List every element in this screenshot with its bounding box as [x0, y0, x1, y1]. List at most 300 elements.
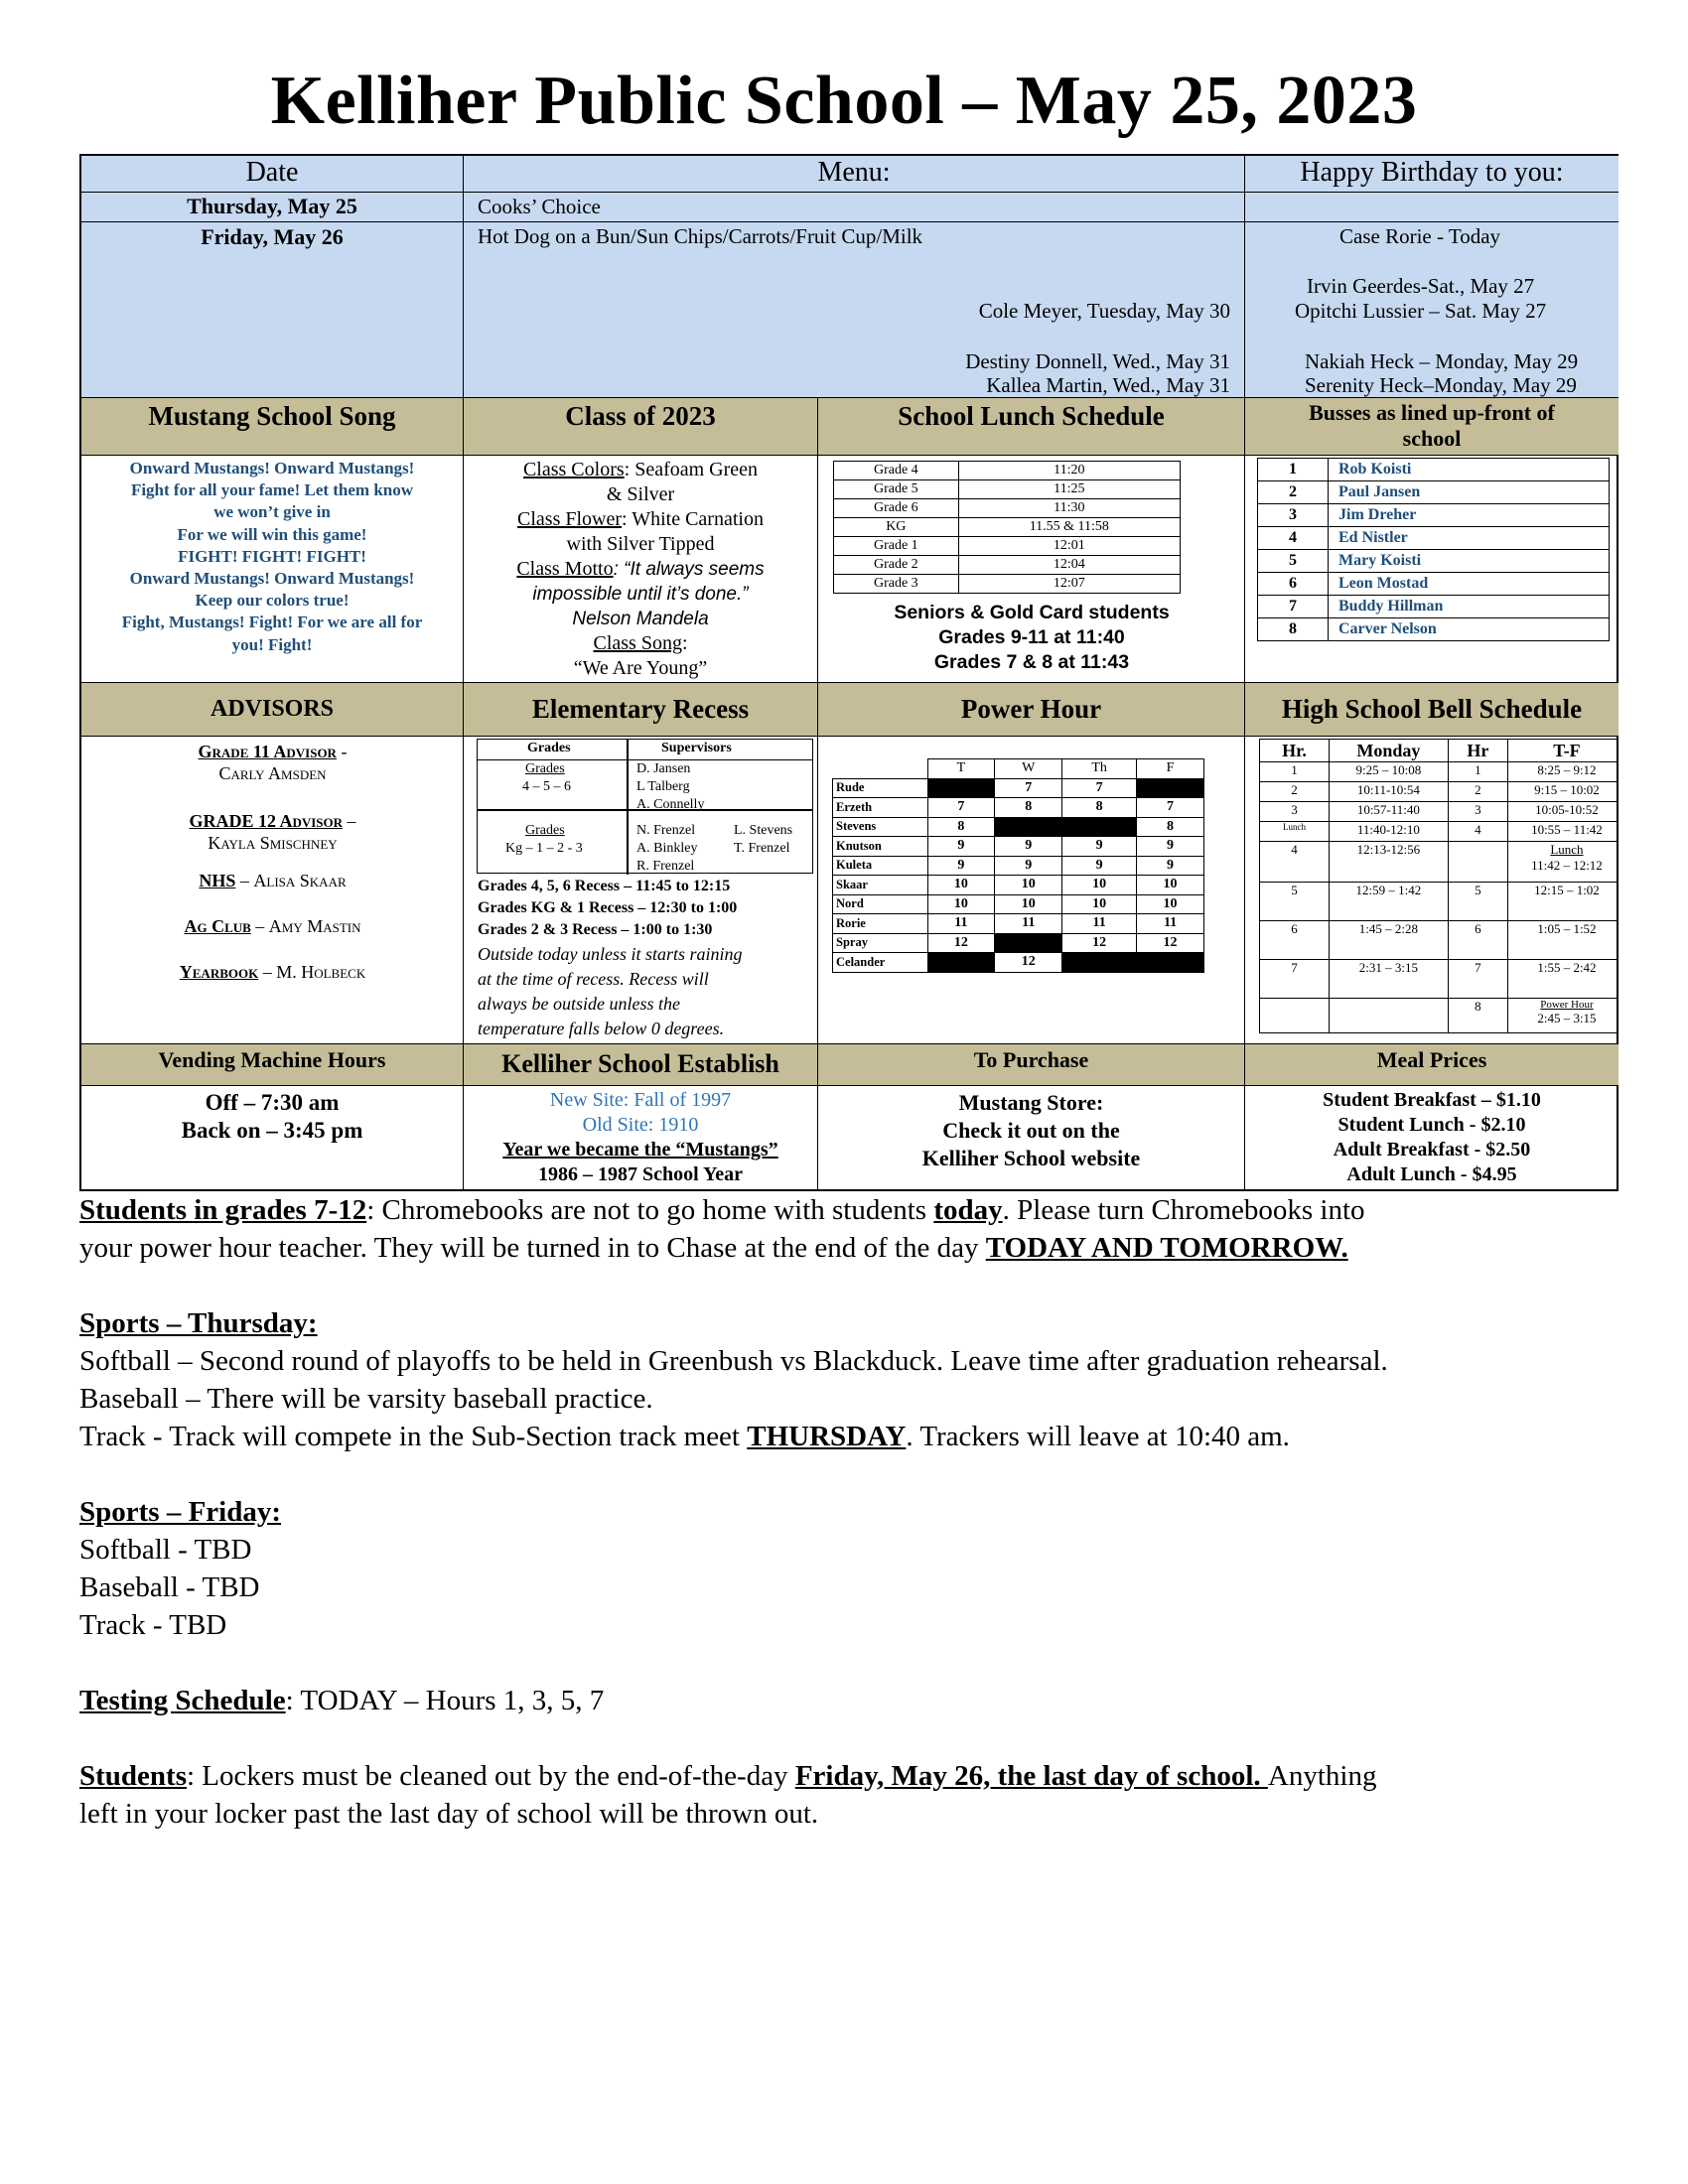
bell-col-header: T-F	[1507, 740, 1618, 762]
bell-cell: 5	[1448, 883, 1507, 921]
power-cell: 9	[1062, 837, 1137, 857]
bell-schedule	[1245, 737, 1618, 1044]
vending-off: Off – 7:30 am	[205, 1090, 340, 1115]
recess-supervisor: A. Connelly	[636, 797, 705, 812]
lunch-time: 11.55 & 11:58	[958, 518, 1180, 537]
song-line: Keep our colors true!	[195, 591, 350, 611]
power-cell: 9	[1062, 856, 1137, 876]
advisor-item	[81, 961, 464, 983]
locker-emphasis: Friday, May 26, the last day of school.	[794, 1760, 1268, 1792]
power-cell: 9	[995, 856, 1062, 876]
advisor-role: Yearbook	[179, 962, 259, 982]
bus-number: 8	[1258, 618, 1329, 641]
notice-text: . Please turn Chromebooks into	[1002, 1194, 1365, 1226]
birthday-list	[1245, 222, 1618, 398]
lunch-schedule	[818, 456, 1245, 683]
bus-driver: Ed Nistler	[1329, 527, 1610, 550]
power-teacher: Stevens	[833, 817, 928, 837]
song-line: you! Fight!	[231, 634, 313, 654]
thursday-date: Thursday, May 25	[81, 193, 464, 222]
bell-cell: 4	[1448, 822, 1507, 842]
recess-grades-value: 4 – 5 – 6	[522, 779, 571, 794]
lunch-note: Grades 9-11 at 11:40	[938, 626, 1125, 648]
date-header: Date	[81, 156, 464, 193]
lunch-time: 11:25	[958, 480, 1180, 499]
lunch-grade: Grade 1	[834, 537, 959, 556]
lunch-grade: Grade 6	[834, 499, 959, 518]
friday-date: Friday, May 26	[81, 222, 464, 398]
meal-prices	[1245, 1086, 1618, 1191]
recess-supervisor: L Talberg	[636, 779, 690, 794]
establish-mustangs: Year we became the “Mustangs”	[502, 1139, 778, 1160]
power-teacher: Rorie	[833, 914, 928, 934]
purchase-info	[818, 1086, 1245, 1191]
bell-cell: 10:11-10:54	[1329, 782, 1448, 802]
power-teacher: Nord	[833, 894, 928, 914]
bell-cell: 6	[1448, 921, 1507, 960]
birthday-header: Happy Birthday to you:	[1245, 156, 1618, 193]
meal-price: Student Breakfast – $1.10	[1323, 1089, 1541, 1111]
bell-header-row	[1260, 740, 1619, 762]
power-cell: 10	[995, 876, 1062, 895]
establish-new-site: New Site: Fall of 1997	[549, 1089, 732, 1111]
advisors-header: ADVISORS	[81, 683, 464, 737]
advisor-role: NHS	[199, 871, 236, 890]
recess-time: Grades 2 & 3 Recess – 1:00 to 1:30	[478, 921, 713, 938]
power-cell: 11	[995, 914, 1062, 934]
power-day: F	[1137, 759, 1204, 779]
birthday-item: Irvin Geerdes-Sat., May 27	[1307, 274, 1535, 298]
song-line: Onward Mustangs! Onward Mustangs!	[129, 569, 415, 589]
bell-cell: 6	[1260, 921, 1330, 960]
birthday-item: Serenity Heck–Monday, May 29	[1305, 373, 1577, 397]
bell-col-header: Monday	[1329, 740, 1448, 762]
power-teacher: Kuleta	[833, 856, 928, 876]
power-cell: 10	[1137, 894, 1204, 914]
bus-number: 5	[1258, 550, 1329, 573]
lunch-row	[834, 480, 1181, 499]
notice-text: your power hour teacher. They will be turned in to Chase at the end of the day	[79, 1232, 986, 1264]
bus-driver: Rob Koisti	[1329, 459, 1610, 481]
friday-menu-cell	[464, 222, 1245, 398]
bell-cell: 9:25 – 10:08	[1329, 762, 1448, 782]
power-cell: 10	[1137, 876, 1204, 895]
class-song-colon: :	[681, 632, 688, 654]
lunch-time: 11:20	[958, 462, 1180, 480]
bell-cell: 8:25 – 9:12	[1507, 762, 1618, 782]
power-cell: 10	[927, 894, 995, 914]
establish-header: Kelliher School Establish	[464, 1044, 818, 1086]
bus-row	[1258, 596, 1610, 618]
sports-line: Track - Track will compete in the Sub-Section track meet	[79, 1421, 748, 1452]
meal-price: Student Lunch - $2.10	[1337, 1114, 1526, 1136]
purchase-store: Mustang Store:	[958, 1090, 1104, 1115]
lunch-time: 12:01	[958, 537, 1180, 556]
recess-supervisor: T. Frenzel	[734, 841, 790, 856]
bus-number: 7	[1258, 596, 1329, 618]
bell-cell: 10:55 – 11:42	[1507, 822, 1618, 842]
recess-note: always be outside unless the	[478, 994, 680, 1014]
bell-cell: 1:45 – 2:28	[1329, 921, 1448, 960]
power-row	[833, 817, 1204, 837]
advisor-sep: –	[235, 871, 254, 890]
establish-old-site: Old Site: 1910	[582, 1114, 699, 1136]
lunch-header: School Lunch Schedule	[818, 398, 1245, 456]
bell-cell: 8	[1448, 999, 1507, 1033]
bell-cell: 2:31 – 3:15	[1329, 960, 1448, 999]
power-row	[833, 837, 1204, 857]
bell-cell: 1	[1260, 762, 1330, 782]
class-info	[464, 456, 818, 683]
power-cell: 8	[927, 817, 995, 837]
power-hour	[818, 737, 1245, 1044]
power-day: Th	[1062, 759, 1137, 779]
song-line: Fight, Mustangs! Fight! For we are all for	[121, 613, 423, 632]
bell-row	[1260, 883, 1619, 921]
class-motto-label: Class Motto	[516, 558, 614, 580]
lunch-row	[834, 575, 1181, 594]
bus-number: 3	[1258, 504, 1329, 527]
advisor-name: M. Holbeck	[276, 962, 366, 982]
advisor-role: Ag Club	[184, 916, 251, 936]
bell-cell: 10:05-10:52	[1507, 802, 1618, 822]
song-line: Fight for all your fame! Let them know	[130, 480, 414, 500]
power-cell: 7	[1062, 778, 1137, 798]
chromebook-notice	[79, 1191, 1365, 1267]
birthday-item: Nakiah Heck – Monday, May 29	[1305, 349, 1579, 373]
advisor-role: Grade 11 Advisor	[198, 742, 337, 761]
bus-row	[1258, 618, 1610, 641]
recess-header: Elementary Recess	[464, 683, 818, 737]
power-cell: 9	[1137, 837, 1204, 857]
bus-row	[1258, 527, 1610, 550]
bell-cell: 1	[1448, 762, 1507, 782]
advisor-item	[81, 870, 464, 891]
bell-row	[1260, 782, 1619, 802]
power-header-row	[833, 759, 1204, 779]
class-header: Class of 2023	[464, 398, 818, 456]
bell-row	[1260, 960, 1619, 999]
bus-number: 6	[1258, 573, 1329, 596]
recess-col-supervisors: Supervisors	[661, 741, 732, 755]
lunch-row	[834, 556, 1181, 575]
testing-schedule	[79, 1682, 604, 1719]
lunch-row	[834, 537, 1181, 556]
bell-time: 2:45 – 3:15	[1537, 1011, 1597, 1025]
locker-text: : Lockers must be cleaned out by the end-of-the-day	[187, 1760, 795, 1792]
bell-row	[1260, 842, 1619, 883]
vending-hours	[81, 1086, 464, 1191]
bell-cell: 11:40-12:10	[1329, 822, 1448, 842]
power-cell: 9	[927, 837, 995, 857]
bus-header	[1245, 398, 1618, 456]
info-grid	[79, 154, 1618, 1191]
locker-text: Anything	[1267, 1760, 1377, 1792]
power-cell	[1062, 953, 1137, 973]
bus-row	[1258, 459, 1610, 481]
purchase-line: Check it out on the	[942, 1118, 1120, 1143]
recess-info	[464, 737, 818, 1044]
birthday-item: Destiny Donnell, Wed., May 31	[965, 349, 1230, 373]
bell-cell: 12:59 – 1:42	[1329, 883, 1448, 921]
class-motto-author: Nelson Mandela	[572, 609, 709, 629]
power-cell	[927, 778, 995, 798]
birthday-item: Case Rorie - Today	[1339, 224, 1501, 248]
class-flower-value: : White Carnation	[622, 508, 764, 530]
recess-grades-label: Grades	[525, 761, 565, 776]
power-teacher: Erzeth	[833, 798, 928, 818]
bell-cell: 2	[1448, 782, 1507, 802]
power-cell: 10	[1062, 876, 1137, 895]
birthday-item: Kallea Martin, Wed., May 31	[986, 373, 1230, 397]
advisor-item	[81, 741, 464, 784]
meal-header: Meal Prices	[1245, 1044, 1618, 1086]
bus-driver: Mary Koisti	[1329, 550, 1610, 573]
notice-text: : Chromebooks are not to go home with students	[366, 1194, 934, 1226]
bell-cell: 4	[1260, 842, 1330, 883]
song-lyrics	[81, 456, 464, 683]
power-day: T	[927, 759, 995, 779]
song-header: Mustang School Song	[81, 398, 464, 456]
class-flower-value2: with Silver Tipped	[566, 533, 715, 555]
bus-lineup	[1245, 456, 1618, 683]
song-line: For we will win this game!	[177, 524, 367, 544]
power-hour-header: Power Hour	[818, 683, 1245, 737]
locker-notice	[79, 1757, 1376, 1833]
lunch-row	[834, 499, 1181, 518]
recess-time: Grades 4, 5, 6 Recess – 11:45 to 12:15	[478, 878, 731, 894]
power-cell: 12	[995, 953, 1062, 973]
power-row	[833, 894, 1204, 914]
song-line: we won’t give in	[213, 502, 331, 522]
bus-number: 1	[1258, 459, 1329, 481]
bell-label: Lunch	[1550, 842, 1584, 857]
purchase-line: Kelliher School website	[921, 1146, 1141, 1170]
advisor-item	[81, 915, 464, 937]
bell-cell: 9:15 – 10:02	[1507, 782, 1618, 802]
bus-row	[1258, 481, 1610, 504]
power-cell: 7	[995, 778, 1062, 798]
advisor-name: Amy Mastin	[268, 916, 361, 936]
recess-time: Grades KG & 1 Recess – 12:30 to 1:00	[478, 899, 738, 916]
recess-note: Outside today unless it starts raining	[478, 944, 743, 964]
power-cell: 10	[927, 876, 995, 895]
birthday-item: Cole Meyer, Tuesday, May 30	[978, 299, 1230, 323]
power-cell	[1137, 953, 1204, 973]
advisor-name: Alisa Skaar	[253, 871, 347, 890]
bell-label: Power Hour	[1540, 999, 1594, 1011]
lunch-note: Seniors & Gold Card students	[894, 602, 1170, 623]
bell-cell: 3	[1260, 802, 1330, 822]
bus-driver: Jim Dreher	[1329, 504, 1610, 527]
lunch-grade: Grade 5	[834, 480, 959, 499]
power-cell: 9	[927, 856, 995, 876]
power-row	[833, 953, 1204, 973]
power-cell: 12	[927, 933, 995, 953]
lunch-grade: Grade 2	[834, 556, 959, 575]
sports-friday-heading: Sports – Friday:	[79, 1496, 281, 1528]
bus-driver: Leon Mostad	[1329, 573, 1610, 596]
advisor-sep: –	[250, 916, 269, 936]
lunch-table	[833, 461, 1181, 594]
power-cell: 10	[1062, 894, 1137, 914]
locker-text: left in your locker past the last day of school will be thrown out.	[79, 1798, 819, 1830]
power-cell	[1062, 817, 1137, 837]
bell-cell: 5	[1260, 883, 1330, 921]
establish-year: 1986 – 1987 School Year	[538, 1163, 743, 1185]
power-corner	[833, 759, 928, 779]
bell-row	[1260, 822, 1619, 842]
power-cell	[1137, 778, 1204, 798]
power-cell: 8	[995, 798, 1062, 818]
power-teacher: Knutson	[833, 837, 928, 857]
advisor-sep: –	[343, 811, 356, 831]
recess-grades-label: Grades	[525, 823, 565, 838]
lunch-time: 12:04	[958, 556, 1180, 575]
power-cell: 11	[1137, 914, 1204, 934]
purchase-header: To Purchase	[818, 1044, 1245, 1086]
vending-header: Vending Machine Hours	[81, 1044, 464, 1086]
sports-thursday-heading: Sports – Thursday:	[79, 1307, 318, 1339]
bus-row	[1258, 550, 1610, 573]
recess-grades-value: Kg – 1 – 2 - 3	[505, 841, 583, 856]
bell-cell: 2	[1260, 782, 1330, 802]
recess-table	[477, 739, 813, 874]
bell-row	[1260, 762, 1619, 782]
bell-row	[1260, 802, 1619, 822]
bell-cell	[1260, 999, 1330, 1033]
class-song-label: Class Song	[593, 632, 682, 654]
power-cell: 11	[1062, 914, 1137, 934]
power-cell: 9	[1137, 856, 1204, 876]
sports-line: Baseball - TBD	[79, 1571, 260, 1603]
sports-line: Softball – Second round of playoffs to be held in Greenbush vs Blackduck. Leave time after graduation rehearsal.	[79, 1345, 1388, 1377]
recess-supervisor: A. Binkley	[636, 841, 698, 856]
friday-menu: Hot Dog on a Bun/Sun Chips/Carrots/Fruit Cup/Milk	[478, 224, 923, 248]
class-song-value: “We Are Young”	[573, 657, 708, 679]
power-cell: 8	[1137, 817, 1204, 837]
power-row	[833, 856, 1204, 876]
power-cell: 8	[1062, 798, 1137, 818]
power-cell: 10	[995, 894, 1062, 914]
sports-friday	[79, 1493, 281, 1644]
meal-price: Adult Lunch - $4.95	[1346, 1163, 1517, 1185]
bell-cell: 7	[1260, 960, 1330, 999]
bell-cell	[1507, 842, 1618, 883]
recess-supervisor: D. Jansen	[636, 761, 691, 776]
bell-col-header: Hr.	[1260, 740, 1330, 762]
advisor-role: GRADE 12 Advisor	[189, 811, 344, 831]
bus-driver: Carver Nelson	[1329, 618, 1610, 641]
students-label: Students	[79, 1760, 187, 1792]
advisors-list	[81, 737, 464, 1044]
bell-cell	[1448, 842, 1507, 883]
page-title: Kelliher Public School – May 25, 2023	[270, 63, 1418, 139]
menu-header: Menu:	[464, 156, 1245, 193]
bell-cell: Lunch	[1260, 822, 1330, 842]
bus-driver: Buddy Hillman	[1329, 596, 1610, 618]
recess-supervisor: L. Stevens	[734, 823, 793, 838]
power-cell: 11	[927, 914, 995, 934]
class-motto-value2: impossible until it’s done.”	[532, 584, 749, 605]
recess-col-grades: Grades	[527, 741, 571, 755]
power-row	[833, 914, 1204, 934]
recess-supervisor: N. Frenzel	[636, 823, 696, 838]
bell-cell: 1:05 – 1:52	[1507, 921, 1618, 960]
power-cell: 7	[1137, 798, 1204, 818]
class-colors-label: Class Colors	[522, 459, 625, 480]
sports-line: . Trackers will leave at 10:40 am.	[906, 1421, 1290, 1452]
sports-line: Baseball – There will be varsity baseball practice.	[79, 1383, 653, 1415]
lunch-grade: KG	[834, 518, 959, 537]
advisor-name: Carly Amsden	[218, 763, 327, 783]
lunch-row	[834, 518, 1181, 537]
bell-row	[1260, 921, 1619, 960]
bus-table	[1257, 458, 1610, 641]
power-cell	[995, 933, 1062, 953]
power-row	[833, 933, 1204, 953]
recess-note: at the time of recess. Recess will	[478, 969, 709, 989]
lunch-grade: Grade 4	[834, 462, 959, 480]
bus-header-line1: Busses as lined up-front of	[1309, 400, 1555, 425]
recess-note: temperature falls below 0 degrees.	[478, 1019, 725, 1038]
power-teacher: Skaar	[833, 876, 928, 895]
sports-thursday	[79, 1304, 1388, 1455]
sports-emphasis: THURSDAY	[747, 1421, 907, 1452]
notice-emphasis: TODAY AND TOMORROW.	[985, 1232, 1348, 1264]
class-flower-label: Class Flower	[517, 508, 623, 530]
power-hour-table	[832, 758, 1204, 973]
song-line: FIGHT! FIGHT! FIGHT!	[178, 546, 366, 566]
power-day: W	[995, 759, 1062, 779]
class-colors-value: : Seafoam Green	[624, 459, 759, 480]
lunch-time: 12:07	[958, 575, 1180, 594]
sports-line: Track - TBD	[79, 1609, 227, 1641]
testing-value: : TODAY – Hours 1, 3, 5, 7	[285, 1685, 605, 1716]
testing-label: Testing Schedule	[79, 1685, 286, 1716]
bus-row	[1258, 504, 1610, 527]
bus-header-line2: school	[1402, 426, 1462, 451]
lunch-note: Grades 7 & 8 at 11:43	[933, 651, 1130, 673]
grades-label: Students in grades 7-12	[79, 1194, 367, 1226]
power-cell	[995, 817, 1062, 837]
power-teacher: Rude	[833, 778, 928, 798]
thursday-menu: Cooks’ Choice	[464, 193, 1245, 222]
power-row	[833, 778, 1204, 798]
advisor-item	[81, 810, 464, 854]
notice-today: today	[933, 1194, 1003, 1226]
bell-cell	[1507, 999, 1618, 1033]
establish-info	[464, 1086, 818, 1191]
sports-line: Softball - TBD	[79, 1534, 252, 1566]
bell-header: High School Bell Schedule	[1245, 683, 1618, 737]
power-cell: 12	[1062, 933, 1137, 953]
recess-supervisor: R. Frenzel	[636, 859, 695, 874]
lunch-time: 11:30	[958, 499, 1180, 518]
power-cell: 7	[927, 798, 995, 818]
bell-cell: 10:57-11:40	[1329, 802, 1448, 822]
advisor-name: Kayla Smischney	[208, 833, 338, 853]
thursday-birthday	[1245, 193, 1618, 222]
birthday-item: Opitchi Lussier – Sat. May 27	[1295, 299, 1547, 323]
bell-cell: 1:55 – 2:42	[1507, 960, 1618, 999]
advisor-sep: -	[336, 742, 348, 761]
bell-time: 11:42 – 12:12	[1531, 858, 1603, 873]
bus-row	[1258, 573, 1610, 596]
song-line: Onward Mustangs! Onward Mustangs!	[129, 459, 415, 478]
bus-number: 4	[1258, 527, 1329, 550]
bell-cell: 3	[1448, 802, 1507, 822]
